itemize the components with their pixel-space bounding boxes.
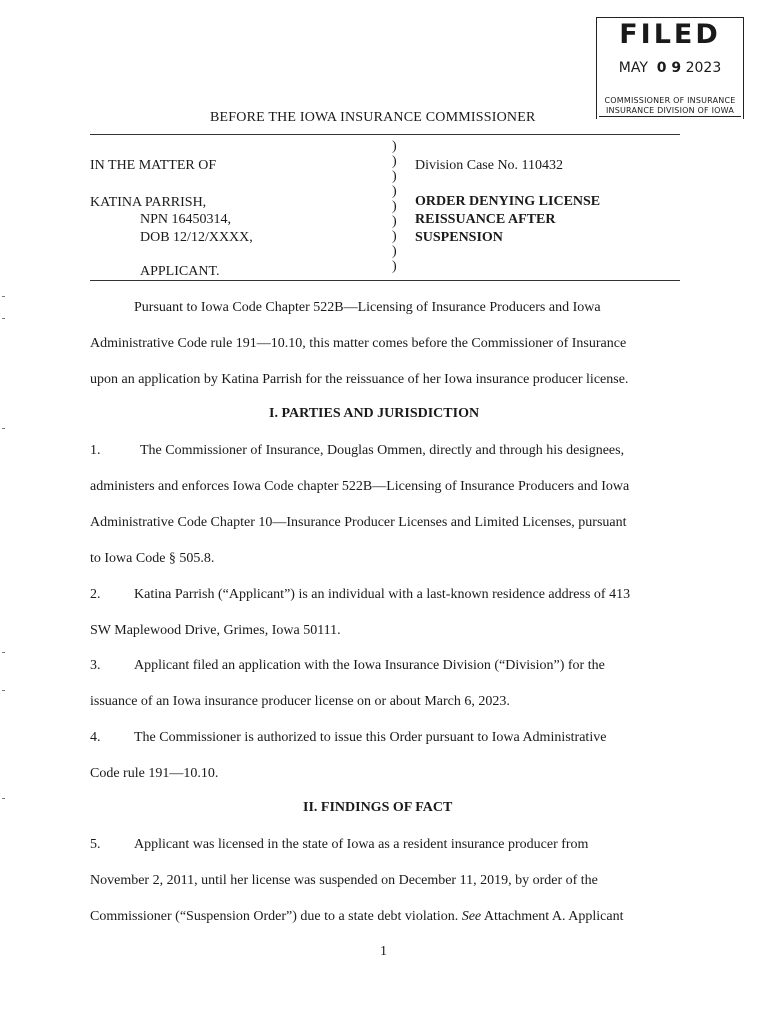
intro-line: Pursuant to Iowa Code Chapter 522B—Licensing of Insurance Producers and Iowa xyxy=(134,300,601,315)
page-number: 1 xyxy=(380,944,387,959)
scan-mark xyxy=(2,690,5,691)
paren: ) xyxy=(392,229,397,244)
paragraph-5-line xyxy=(90,909,623,925)
stamp-date-month: MAY xyxy=(618,60,648,76)
paragraph-5-attachment: Attachment A. Applicant xyxy=(483,909,624,924)
scan-mark xyxy=(2,652,5,653)
paren: ) xyxy=(392,199,397,214)
paren: ) xyxy=(392,244,397,259)
order-title-line-1: ORDER DENYING LICENSE xyxy=(415,194,601,209)
paren: ) xyxy=(392,154,397,169)
scan-mark xyxy=(2,318,5,319)
paragraph-number: 4. xyxy=(90,730,101,745)
stamp-date-year: 2023 xyxy=(685,60,722,76)
paren: ) xyxy=(392,214,397,229)
paragraph-1-line: The Commissioner of Insurance, Douglas Ommen, directly and through his designees, xyxy=(140,443,625,458)
intro-line: upon an application by Katina Parrish for the reissuance of her Iowa insurance producer license. xyxy=(90,372,629,387)
paragraph-2-line: Katina Parrish (“Applicant”) is an individual with a last-known residence address of 413 xyxy=(134,587,631,602)
paren: ) xyxy=(392,169,397,184)
paren: ) xyxy=(392,184,397,199)
paren: ) xyxy=(392,259,397,274)
paragraph-number: 3. xyxy=(90,658,101,673)
caption-matter: IN THE MATTER OF xyxy=(90,158,217,173)
caption-applicant-label: APPLICANT. xyxy=(140,264,220,279)
division-case-number: Division Case No. 110432 xyxy=(415,158,564,173)
section-heading-findings: II. FINDINGS OF FACT xyxy=(303,800,453,815)
paragraph-number: 1. xyxy=(90,443,101,458)
caption-applicant-name: KATINA PARRISH, xyxy=(90,195,207,210)
filed-stamp xyxy=(596,17,744,119)
order-title-line-2: REISSUANCE AFTER xyxy=(415,212,556,227)
caption-npn: NPN 16450314, xyxy=(140,212,232,227)
stamp-line-1: COMMISSIONER OF INSURANCE xyxy=(604,96,736,105)
paren: ) xyxy=(392,139,397,154)
stamp-date xyxy=(597,60,743,76)
paragraph-3-line: Applicant filed an application with the Iowa Insurance Division (“Division”) for the xyxy=(134,658,605,673)
paragraph-number: 2. xyxy=(90,587,101,602)
stamp-date-day: 0 9 xyxy=(656,60,682,76)
paragraph-1-line: to Iowa Code § 505.8. xyxy=(90,551,215,566)
paragraph-3-line: issuance of an Iowa insurance producer license on or about March 6, 2023. xyxy=(90,694,510,709)
caption-bottom-rule xyxy=(90,280,680,281)
commissioner-heading: BEFORE THE IOWA INSURANCE COMMISSIONER xyxy=(210,110,536,125)
scan-mark xyxy=(2,798,5,799)
intro-line: Administrative Code rule 191—10.10, this matter comes before the Commissioner of Insurance xyxy=(90,336,627,351)
paragraph-5-see: See xyxy=(461,909,482,924)
scan-mark xyxy=(2,428,5,429)
paragraph-2-line: SW Maplewood Drive, Grimes, Iowa 50111. xyxy=(90,623,341,638)
caption-dob: DOB 12/12/XXXX, xyxy=(140,230,253,245)
paragraph-4-line: The Commissioner is authorized to issue this Order pursuant to Iowa Administrative xyxy=(134,730,607,745)
caption-top-rule xyxy=(90,134,680,135)
scan-mark xyxy=(2,296,5,297)
paragraph-1-line: Administrative Code Chapter 10—Insurance Producer Licenses and Limited Licenses, pursuant xyxy=(90,515,627,530)
paragraph-4-line: Code rule 191—10.10. xyxy=(90,766,219,781)
order-title-line-3: SUSPENSION xyxy=(415,230,503,245)
paragraph-number: 5. xyxy=(90,837,101,852)
paragraph-5-line: November 2, 2011, until her license was suspended on December 11, 2019, by order of the xyxy=(90,873,598,888)
paragraph-5-text: Commissioner (“Suspension Order”) due to a state debt violation. xyxy=(90,909,459,924)
paragraph-5-line: Applicant was licensed in the state of Iowa as a resident insurance producer from xyxy=(134,837,589,852)
stamp-filed-text: FILED xyxy=(619,19,721,50)
paragraph-1-line: administers and enforces Iowa Code chapter 522B—Licensing of Insurance Producers and Iowa xyxy=(90,479,630,494)
section-heading-parties: I. PARTIES AND JURISDICTION xyxy=(269,406,480,421)
caption-parens xyxy=(392,139,397,274)
stamp-line-2: INSURANCE DIVISION OF IOWA xyxy=(599,106,741,117)
